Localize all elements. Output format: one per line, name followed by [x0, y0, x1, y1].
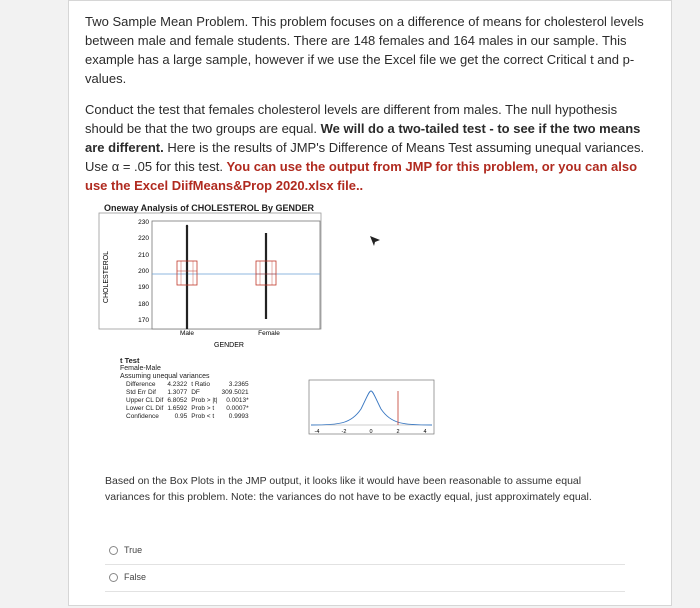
- y-tick-labels: [138, 219, 149, 324]
- ttest-row: [124, 381, 251, 389]
- ttest-cell: Lower CL Dif: [126, 405, 164, 412]
- group-label-male: Male: [179, 330, 195, 337]
- ttest-table: [124, 381, 251, 421]
- problem-intro: [85, 12, 655, 88]
- ttest-row: [124, 397, 251, 405]
- x-axis-label: GENDER: [214, 342, 244, 349]
- ttest-cell: 0.0007*: [226, 405, 249, 412]
- ttest-sub: Female-Male: [120, 365, 161, 372]
- ttest-cell: Upper CL Dif: [126, 397, 164, 404]
- ttest-cell: Difference: [126, 381, 156, 388]
- dist-tick: 0: [369, 429, 373, 435]
- y-tick: 190: [138, 284, 149, 291]
- option-true[interactable]: [109, 545, 142, 555]
- option-false[interactable]: [109, 572, 146, 582]
- y-tick: 220: [138, 235, 149, 242]
- ttest-cell: Prob > t: [191, 405, 215, 412]
- ttest-cell: DF: [191, 389, 200, 396]
- ttest-assume: Assuming unequal variances: [120, 373, 210, 380]
- y-tick: 210: [138, 252, 149, 259]
- question-prompt: Based on the Box Plots in the JMP output, it looks like it would have been reasonable to assume equal variances for this problem. Note: the variances do not have to be exactly equal, just approximately equal.: [105, 475, 592, 503]
- ttest-cell: Prob < t: [191, 413, 215, 420]
- radio-false[interactable]: [109, 573, 118, 582]
- ttest-cell: 4.2322: [167, 381, 188, 388]
- y-tick: 180: [138, 301, 149, 308]
- ttest-cell: 1.3077: [167, 389, 188, 396]
- text-run: Conduct the test that females cholesterol levels are different from males. The null hypothesis should be that the two groups are equal.: [85, 102, 618, 136]
- ttest-cell: t Ratio: [191, 381, 211, 388]
- question-card: [68, 0, 672, 606]
- ttest-cell: 0.95: [174, 413, 188, 420]
- ttest-cell: Confidence: [126, 413, 159, 420]
- jmp-title: Oneway Analysis of CHOLESTEROL By GENDER: [104, 203, 315, 213]
- radio-true[interactable]: [109, 546, 118, 555]
- y-tick: 170: [138, 317, 149, 324]
- ttest-title: t Test: [120, 356, 140, 365]
- ttest-cell: Prob > |t|: [191, 397, 218, 404]
- option-true-label: True: [124, 545, 143, 555]
- ttest-cell: 0.9993: [228, 413, 249, 420]
- ttest-cell: 6.8052: [167, 397, 188, 404]
- ttest-row: [124, 413, 251, 421]
- problem-instructions: [85, 100, 655, 195]
- option-divider: [105, 564, 625, 565]
- dist-tick: 2: [396, 429, 400, 435]
- group-label-female: Female: [258, 330, 280, 337]
- ttest-cell: 309.5021: [221, 389, 249, 396]
- ttest-cell: Std Err Dif: [126, 389, 156, 396]
- dist-tick: -2: [341, 429, 347, 435]
- ttest-cell: 3.2365: [228, 381, 249, 388]
- ttest-cell: 0.0013*: [226, 397, 249, 404]
- mouse-cursor-icon: [370, 236, 380, 246]
- t-dist-plot: [309, 380, 434, 434]
- t-test-block: [120, 357, 251, 421]
- ttest-row: [124, 389, 251, 397]
- option-divider: [105, 591, 625, 592]
- y-axis-label: CHOLESTEROL: [103, 250, 110, 304]
- y-tick: 230: [138, 219, 149, 226]
- text-run: Two Sample Mean Problem. This problem focuses on a difference of means for cholesterol levels between male and female students. There are 148 females and 164 males in our sample. This example has a large sample, however if we use the Excel file we get the correct Critical t and p-values.: [85, 14, 644, 86]
- text-run: You can use the output from JMP for this problem, or you can also use the Excel DiifMeans&Prop 2020.xlsx file..: [85, 159, 638, 193]
- dist-tick: 4: [423, 429, 427, 435]
- ttest-row: [124, 405, 251, 413]
- text-run: We will do a two-tailed test - to see if the two means are different.: [85, 121, 641, 155]
- text-run: Here is the results of JMP's Difference of Means Test assuming unequal variances. Use α = .05 for this test.: [85, 140, 645, 174]
- option-false-label: False: [124, 572, 147, 582]
- ttest-cell: 1.6592: [167, 405, 188, 412]
- dist-tick: -4: [314, 429, 320, 435]
- y-tick: 200: [138, 268, 149, 275]
